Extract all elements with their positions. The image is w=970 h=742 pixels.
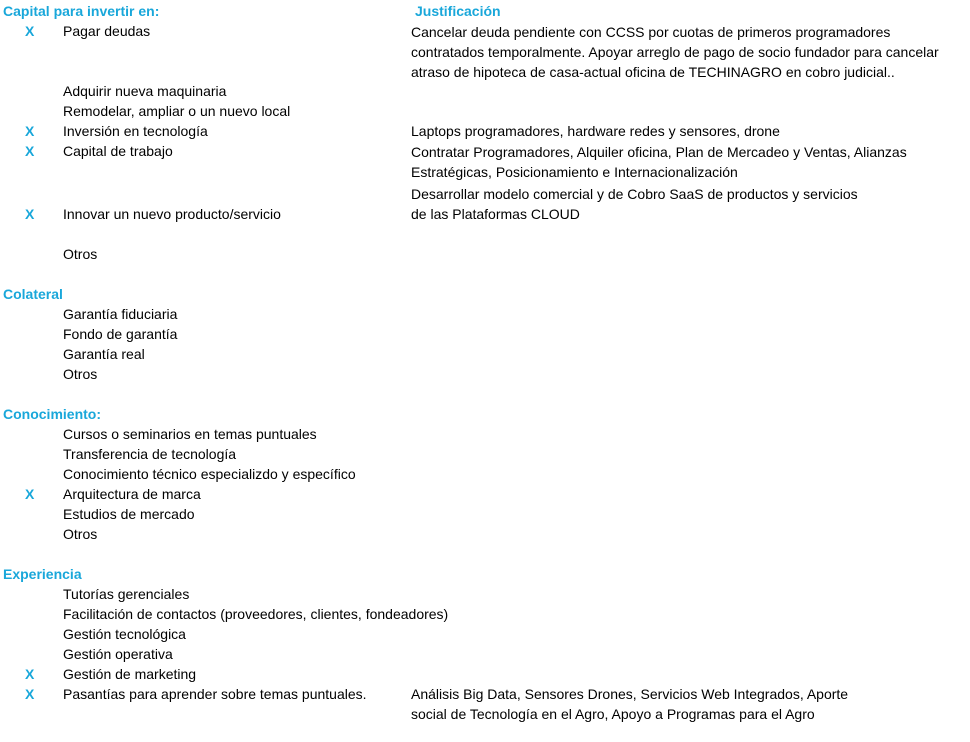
experiencia-item-pasantias: Pasantías para aprender sobre temas puntuales. xyxy=(63,686,367,702)
colateral-section-title: Colateral xyxy=(3,286,63,302)
check-mark: X xyxy=(25,123,35,139)
justification-line: de las Plataformas CLOUD xyxy=(411,206,580,222)
capital-item-tecnologia: Inversión en tecnología xyxy=(63,123,208,139)
justification-line: Análisis Big Data, Sensores Drones, Servicios Web Integrados, Aporte xyxy=(411,686,849,702)
justification-line: atraso de hipoteca de casa-actual oficina de TECHINAGRO en cobro judicial.. xyxy=(411,64,895,80)
justification-pagar-deudas xyxy=(411,22,969,82)
conocimiento-item-mercado: Estudios de mercado xyxy=(63,506,195,522)
justification-line: Laptops programadores, hardware redes y sensores, drone xyxy=(411,123,780,139)
experiencia-item-tecnologica: Gestión tecnológica xyxy=(63,626,186,642)
justification-pasantias xyxy=(411,684,969,724)
justification-column-title: Justificación xyxy=(415,3,501,19)
justification-line: Contratar Programadores, Alquiler oficina, Plan de Mercadeo y Ventas, Alianzas xyxy=(411,144,907,160)
check-mark: X xyxy=(25,666,35,682)
colateral-item-fondo: Fondo de garantía xyxy=(63,326,178,342)
check-mark: X xyxy=(25,486,35,502)
colateral-item-otros: Otros xyxy=(63,366,98,382)
justification-line: Cancelar deuda pendiente con CCSS por cuotas de primeros programadores xyxy=(411,24,891,40)
conocimiento-item-cursos: Cursos o seminarios en temas puntuales xyxy=(63,426,317,442)
conocimiento-item-marca: Arquitectura de marca xyxy=(63,486,201,502)
capital-item-otros: Otros xyxy=(63,246,98,262)
check-mark: X xyxy=(25,686,35,702)
conocimiento-item-tecnico: Conocimiento técnico especializdo y específico xyxy=(63,466,356,482)
check-mark: X xyxy=(25,23,35,39)
check-mark: X xyxy=(25,206,35,222)
experiencia-item-marketing: Gestión de marketing xyxy=(63,666,197,682)
justification-line: contratados temporalmente. Apoyar arreglo de pago de socio fundador para cancelar xyxy=(411,44,939,60)
capital-item-maquinaria: Adquirir nueva maquinaria xyxy=(63,83,227,99)
capital-item-capital-trabajo: Capital de trabajo xyxy=(63,143,173,159)
colateral-item-fiduciaria: Garantía fiduciaria xyxy=(63,306,178,322)
conocimiento-item-otros: Otros xyxy=(63,526,98,542)
justification-innovar xyxy=(411,184,969,224)
justification-line: Estratégicas, Posicionamiento e Internacionalización xyxy=(411,164,738,180)
capital-item-remodelar: Remodelar, ampliar o un nuevo local xyxy=(63,103,291,119)
colateral-item-real: Garantía real xyxy=(63,346,145,362)
experiencia-item-operativa: Gestión operativa xyxy=(63,646,173,662)
capital-section-title: Capital para invertir en: xyxy=(3,3,160,19)
experiencia-item-tutorias: Tutorías gerenciales xyxy=(63,586,190,602)
experiencia-section-title: Experiencia xyxy=(3,566,82,582)
check-mark: X xyxy=(25,143,35,159)
conocimiento-item-transferencia: Transferencia de tecnología xyxy=(63,446,237,462)
justification-line: Desarrollar modelo comercial y de Cobro SaaS de productos y servicios xyxy=(411,186,858,202)
experiencia-item-contactos: Facilitación de contactos (proveedores, clientes, fondeadores) xyxy=(63,606,449,622)
justification-capital-trabajo xyxy=(411,142,969,182)
conocimiento-section-title: Conocimiento: xyxy=(3,406,101,422)
capital-item-innovar: Innovar un nuevo producto/servicio xyxy=(63,206,281,222)
capital-item-pagar-deudas: Pagar deudas xyxy=(63,23,151,39)
justification-tecnologia xyxy=(411,121,969,141)
justification-line: social de Tecnología en el Agro, Apoyo a Programas para el Agro xyxy=(411,706,815,722)
